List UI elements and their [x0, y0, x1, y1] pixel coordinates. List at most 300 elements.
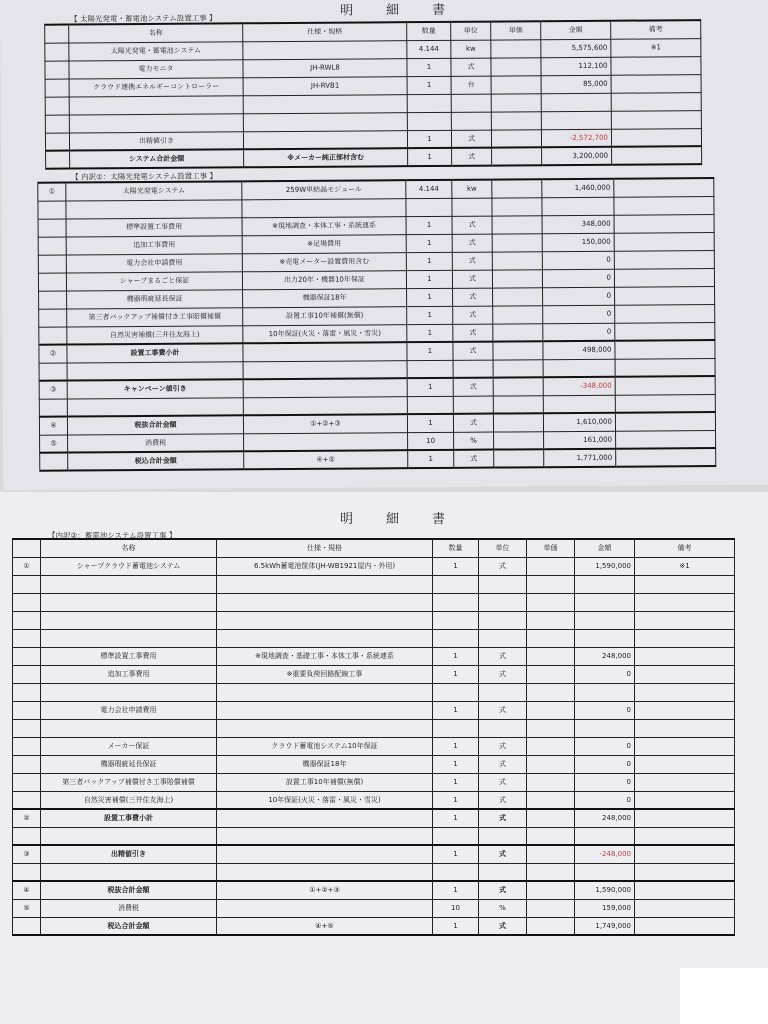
row-no: [13, 665, 41, 683]
item-amount: 498,000: [543, 341, 615, 360]
item-unit: [479, 629, 527, 647]
item-unit: 式: [452, 216, 492, 234]
item-amount: -248,000: [575, 845, 635, 863]
breakdown2-table: [12, 538, 735, 936]
row-no: [13, 575, 41, 593]
item-note: [614, 250, 714, 269]
item-spec: [243, 94, 407, 113]
item-note: [635, 611, 735, 629]
item-amount: [541, 111, 611, 129]
row-no: [38, 201, 66, 219]
item-note: [635, 809, 735, 827]
item-unit-price: [527, 917, 575, 935]
item-qty: 10: [408, 432, 454, 450]
item-qty: 1: [408, 148, 452, 166]
item-note: [611, 74, 701, 93]
row-no: [39, 327, 67, 345]
item-name: 標準設置工事費用: [41, 647, 217, 665]
item-spec: [243, 40, 407, 59]
system-summary-table: [44, 19, 702, 170]
item-unit: 式: [479, 845, 527, 863]
item-qty: 1: [407, 378, 453, 396]
item-amount: -2,572,700: [541, 129, 611, 147]
row-no: ③: [13, 845, 41, 863]
header-unit: 単位: [479, 539, 527, 557]
item-name: 自然災害補償(三井住友海上): [67, 325, 243, 344]
header-spec: 仕様・規格: [243, 22, 407, 41]
item-amount: 0: [575, 773, 635, 791]
item-unit-price: [493, 395, 543, 413]
item-unit-price: [527, 773, 575, 791]
item-spec: ①+②+③: [217, 881, 433, 899]
item-qty: [433, 719, 479, 737]
table-row: [13, 899, 735, 917]
item-unit: 式: [451, 130, 491, 148]
item-note: ※1: [635, 557, 735, 575]
table-row: [13, 809, 735, 827]
item-qty: 1: [433, 737, 479, 755]
item-amount: [543, 359, 615, 378]
item-spec: 設置工事10年補償(無償): [243, 306, 407, 325]
item-spec: [243, 342, 407, 361]
item-qty: [433, 827, 479, 845]
item-name: 自然災害補償(三井住友海上): [41, 791, 217, 809]
item-note: [635, 629, 735, 647]
item-spec: [217, 593, 433, 611]
item-note: [635, 701, 735, 719]
item-note: [635, 845, 735, 863]
item-qty: 1: [433, 557, 479, 575]
item-qty: 1: [433, 701, 479, 719]
item-unit: 式: [479, 881, 527, 899]
item-qty: 1: [407, 306, 453, 324]
item-note: [635, 827, 735, 845]
item-qty: 1: [433, 845, 479, 863]
item-qty: [407, 94, 451, 112]
item-qty: 1: [406, 252, 452, 270]
item-amount: 0: [575, 737, 635, 755]
item-unit: %: [479, 899, 527, 917]
item-unit-price: [527, 845, 575, 863]
item-amount: 0: [575, 791, 635, 809]
item-unit-price: [527, 575, 575, 593]
item-name: 機器瑕疵延長保証: [41, 755, 217, 773]
item-spec: 機器保証18年: [243, 288, 407, 307]
item-unit-price: [493, 305, 543, 323]
item-note: [635, 881, 735, 899]
item-spec: [217, 827, 433, 845]
row-no: ①: [13, 557, 41, 575]
item-qty: [433, 593, 479, 611]
item-qty: 1: [433, 665, 479, 683]
item-name: 税抜合計金額: [67, 415, 243, 434]
table-row: [13, 827, 735, 845]
item-spec: [217, 845, 433, 863]
row-no: [38, 219, 66, 237]
item-spec: [217, 611, 433, 629]
item-name: [69, 113, 243, 132]
item-name: 税抜合計金額: [41, 881, 217, 899]
item-amount: 150,000: [542, 233, 614, 252]
table-row: [13, 683, 735, 701]
item-spec: [244, 432, 408, 451]
item-name: [69, 95, 243, 114]
table-row: [13, 863, 735, 881]
item-qty: 1: [407, 414, 453, 432]
item-unit-price: [527, 665, 575, 683]
item-unit-price: [527, 683, 575, 701]
item-note: [616, 448, 716, 467]
item-amount: 1,590,000: [575, 557, 635, 575]
item-amount: 0: [543, 287, 615, 306]
item-note: [615, 412, 715, 431]
item-spec: [243, 130, 407, 149]
item-amount: 5,575,600: [541, 39, 611, 57]
table-row: [46, 146, 702, 169]
table-row: [13, 701, 735, 719]
item-qty: 1: [406, 234, 452, 252]
row-no: ④: [13, 881, 41, 899]
row-no: [45, 97, 69, 115]
item-spec: ※売電メーター設置費用含む: [242, 252, 406, 271]
item-spec: ※重要負荷回路配線工事: [217, 665, 433, 683]
row-no: [13, 791, 41, 809]
item-qty: 1: [433, 809, 479, 827]
header-name: 名称: [41, 539, 217, 557]
item-name: クラウド連携エネルギーコントローラー: [69, 77, 243, 96]
item-amount: 1,460,000: [542, 179, 614, 198]
item-unit-price: [527, 629, 575, 647]
item-unit-price: [527, 755, 575, 773]
table-header: [13, 539, 735, 557]
item-amount: 0: [575, 665, 635, 683]
item-note: [635, 575, 735, 593]
item-unit-price: [527, 611, 575, 629]
item-unit: [479, 683, 527, 701]
item-unit-price: [491, 93, 541, 111]
item-note: [615, 286, 715, 305]
item-note: [635, 863, 735, 881]
row-no: ④: [39, 417, 67, 435]
item-unit: [479, 575, 527, 593]
item-unit-price: [527, 827, 575, 845]
item-spec: [217, 809, 433, 827]
item-note: [614, 232, 714, 251]
item-spec: JH-RVB1: [243, 76, 407, 95]
item-amount: [575, 611, 635, 629]
item-note: [611, 92, 701, 111]
item-unit-price: [527, 737, 575, 755]
header-name: 名称: [69, 23, 243, 42]
item-note: [615, 322, 715, 341]
item-spec: [243, 112, 407, 131]
header-price: 単価: [491, 21, 541, 39]
breakdown1-label: 【 内訳①：太陽光発電システム設置工事 】: [71, 171, 218, 182]
item-unit: [451, 112, 491, 130]
item-unit-price: [527, 863, 575, 881]
item-spec: ④+⑤: [244, 450, 408, 469]
item-amount: 112,100: [541, 57, 611, 75]
item-note: [635, 593, 735, 611]
item-unit: %: [454, 432, 494, 450]
table-row: [13, 737, 735, 755]
header-note: 備考: [611, 20, 701, 39]
row-no: [13, 737, 41, 755]
item-qty: [433, 575, 479, 593]
item-amount: 1,590,000: [575, 881, 635, 899]
table-row: [13, 629, 735, 647]
item-amount: [575, 629, 635, 647]
item-unit: kw: [451, 40, 491, 58]
item-name: 消費税: [41, 899, 217, 917]
item-note: [614, 196, 714, 215]
item-unit-price: [527, 791, 575, 809]
item-unit: [453, 360, 493, 378]
item-name: [41, 683, 217, 701]
item-note: [615, 394, 715, 413]
row-no: [45, 133, 69, 151]
header-unit: 単位: [451, 22, 491, 40]
header-amount: 金額: [575, 539, 635, 557]
item-spec: 6.5kWh蓄電池筐体(JH-WB1921屋内・外用): [217, 557, 433, 575]
item-note: [611, 128, 701, 147]
item-unit-price: [527, 881, 575, 899]
table-row: [13, 773, 735, 791]
table-row: [13, 665, 735, 683]
item-spec: 259W単結晶モジュール: [242, 180, 406, 199]
row-no: [13, 719, 41, 737]
item-unit-price: [491, 75, 541, 93]
item-unit: 式: [479, 917, 527, 935]
item-unit: 式: [453, 342, 493, 360]
item-name: 税込合計金額: [68, 451, 244, 470]
item-unit-price: [491, 39, 541, 57]
item-unit: 式: [479, 791, 527, 809]
item-note: [615, 376, 715, 395]
row-no: [46, 151, 70, 169]
item-name: 機器瑕疵延長保証: [67, 289, 243, 308]
item-unit: [479, 863, 527, 881]
item-amount: [542, 197, 614, 216]
header-price: 単価: [527, 539, 575, 557]
item-spec: [217, 629, 433, 647]
item-amount: [543, 395, 615, 414]
item-amount: -348,000: [543, 377, 615, 396]
item-qty: 1: [406, 216, 452, 234]
item-spec: ④+⑤: [217, 917, 433, 935]
item-qty: [406, 198, 452, 216]
item-amount: 348,000: [542, 215, 614, 234]
item-amount: 0: [543, 305, 615, 324]
item-amount: [575, 683, 635, 701]
item-unit: [479, 827, 527, 845]
item-unit: 式: [479, 755, 527, 773]
table-row: [13, 611, 735, 629]
item-amount: 248,000: [575, 809, 635, 827]
header-note: 備考: [635, 539, 735, 557]
item-name: 電力モニタ: [69, 59, 243, 78]
item-qty: 1: [433, 647, 479, 665]
item-qty: [433, 863, 479, 881]
row-no: [38, 237, 66, 255]
item-qty: 1: [406, 270, 452, 288]
item-unit-price: [527, 593, 575, 611]
row-no: [45, 115, 69, 133]
item-name: 消費税: [68, 433, 244, 452]
item-name: 出精値引き: [41, 845, 217, 863]
item-unit-price: [492, 269, 542, 287]
sheet1-title: 明 細 書: [340, 2, 456, 19]
item-unit-price: [493, 377, 543, 395]
item-note: [611, 56, 701, 75]
item-unit: 式: [479, 809, 527, 827]
item-unit: 式: [452, 148, 492, 166]
item-unit: 式: [479, 647, 527, 665]
item-unit-price: [493, 287, 543, 305]
item-qty: 1: [408, 450, 454, 468]
item-unit-price: [527, 899, 575, 917]
item-name: 設置工事費小計: [41, 809, 217, 827]
item-amount: 161,000: [544, 431, 616, 450]
statement-sheet-1: [0, 0, 768, 490]
item-unit: 式: [453, 378, 493, 396]
item-unit-price: [493, 341, 543, 359]
item-note: [612, 146, 702, 165]
item-name: 設置工事費小計: [67, 343, 243, 362]
item-spec: クラウド蓄電池システム10年保証: [217, 737, 433, 755]
item-qty: 1: [407, 76, 451, 94]
item-amount: [575, 719, 635, 737]
row-no: ⑤: [13, 899, 41, 917]
item-qty: 1: [433, 917, 479, 935]
item-amount: 248,000: [575, 647, 635, 665]
table-row: [13, 755, 735, 773]
item-note: [614, 268, 714, 287]
item-qty: 1: [407, 58, 451, 76]
item-unit-price: [494, 449, 544, 467]
item-name: [67, 361, 243, 380]
item-spec: ※現地調査・基礎工事・本体工事・系統連系: [217, 647, 433, 665]
item-note: [635, 665, 735, 683]
item-amount: 85,000: [541, 75, 611, 93]
item-amount: 3,200,000: [542, 147, 612, 165]
item-unit-price: [492, 215, 542, 233]
item-unit-price: [492, 147, 542, 165]
item-name: [41, 719, 217, 737]
table-row: [40, 448, 716, 471]
row-no: [13, 773, 41, 791]
item-name: シャープまるごと保証: [66, 271, 242, 290]
item-spec: [217, 701, 433, 719]
item-unit: 式: [453, 288, 493, 306]
item-unit-price: [494, 431, 544, 449]
item-qty: 4.144: [406, 180, 452, 198]
row-no: [38, 273, 66, 291]
item-amount: 1,771,000: [544, 449, 616, 468]
item-note: [635, 899, 735, 917]
item-spec: [242, 198, 406, 217]
item-note: [635, 917, 735, 935]
item-note: [635, 647, 735, 665]
item-unit: kw: [452, 180, 492, 198]
row-no: ③: [39, 381, 67, 399]
row-no: [13, 647, 41, 665]
item-unit-price: [492, 233, 542, 251]
item-name: 太陽光発電システム: [66, 181, 242, 200]
header-no: [13, 539, 41, 557]
item-unit: [479, 611, 527, 629]
item-spec: [217, 575, 433, 593]
row-no: [13, 611, 41, 629]
item-unit-price: [527, 701, 575, 719]
item-amount: 0: [543, 323, 615, 342]
row-no: ⑤: [40, 435, 68, 453]
breakdown1-table: [37, 177, 716, 472]
item-qty: 1: [433, 755, 479, 773]
item-qty: 1: [407, 324, 453, 342]
row-no: ②: [39, 345, 67, 363]
item-amount: [575, 593, 635, 611]
item-spec: 10年保証(火災・落雷・風災・雪災): [217, 791, 433, 809]
item-unit: [453, 396, 493, 414]
item-name: 税込合計金額: [41, 917, 217, 935]
item-spec: [243, 396, 407, 415]
statement-sheet-2: [0, 492, 768, 1024]
sheet2-title: 明 細 書: [340, 512, 456, 527]
item-unit: 式: [454, 450, 494, 468]
item-name: 出精値引き: [69, 131, 243, 150]
item-qty: [407, 396, 453, 414]
item-unit: 式: [479, 737, 527, 755]
item-qty: 1: [433, 881, 479, 899]
header-qty: 数量: [407, 22, 451, 40]
item-amount: 1,749,000: [575, 917, 635, 935]
item-unit: 式: [479, 665, 527, 683]
item-name: [41, 863, 217, 881]
item-unit: 式: [452, 252, 492, 270]
item-unit: [479, 719, 527, 737]
item-note: [611, 110, 701, 129]
row-no: [13, 701, 41, 719]
item-spec: ①+②+③: [243, 414, 407, 433]
item-spec: 機器保証18年: [217, 755, 433, 773]
item-spec: [217, 863, 433, 881]
item-note: [616, 430, 716, 449]
item-name: [41, 611, 217, 629]
item-amount: 1,610,000: [543, 413, 615, 432]
row-no: [39, 309, 67, 327]
item-spec: ※足場費用: [242, 234, 406, 253]
item-qty: [407, 360, 453, 378]
table-row: [13, 575, 735, 593]
item-amount: [575, 827, 635, 845]
item-unit: 式: [453, 306, 493, 324]
table-row: [13, 719, 735, 737]
item-note: [635, 719, 735, 737]
item-name: [41, 827, 217, 845]
item-qty: 1: [407, 342, 453, 360]
row-no: [45, 43, 69, 61]
item-amount: 0: [542, 269, 614, 288]
item-unit: 式: [453, 414, 493, 432]
item-unit-price: [493, 413, 543, 431]
row-no: [13, 683, 41, 701]
item-spec: ※メーカー純正部材含む: [244, 148, 408, 167]
item-unit-price: [492, 251, 542, 269]
item-name: [41, 629, 217, 647]
table-row: [13, 881, 735, 899]
item-note: [635, 755, 735, 773]
